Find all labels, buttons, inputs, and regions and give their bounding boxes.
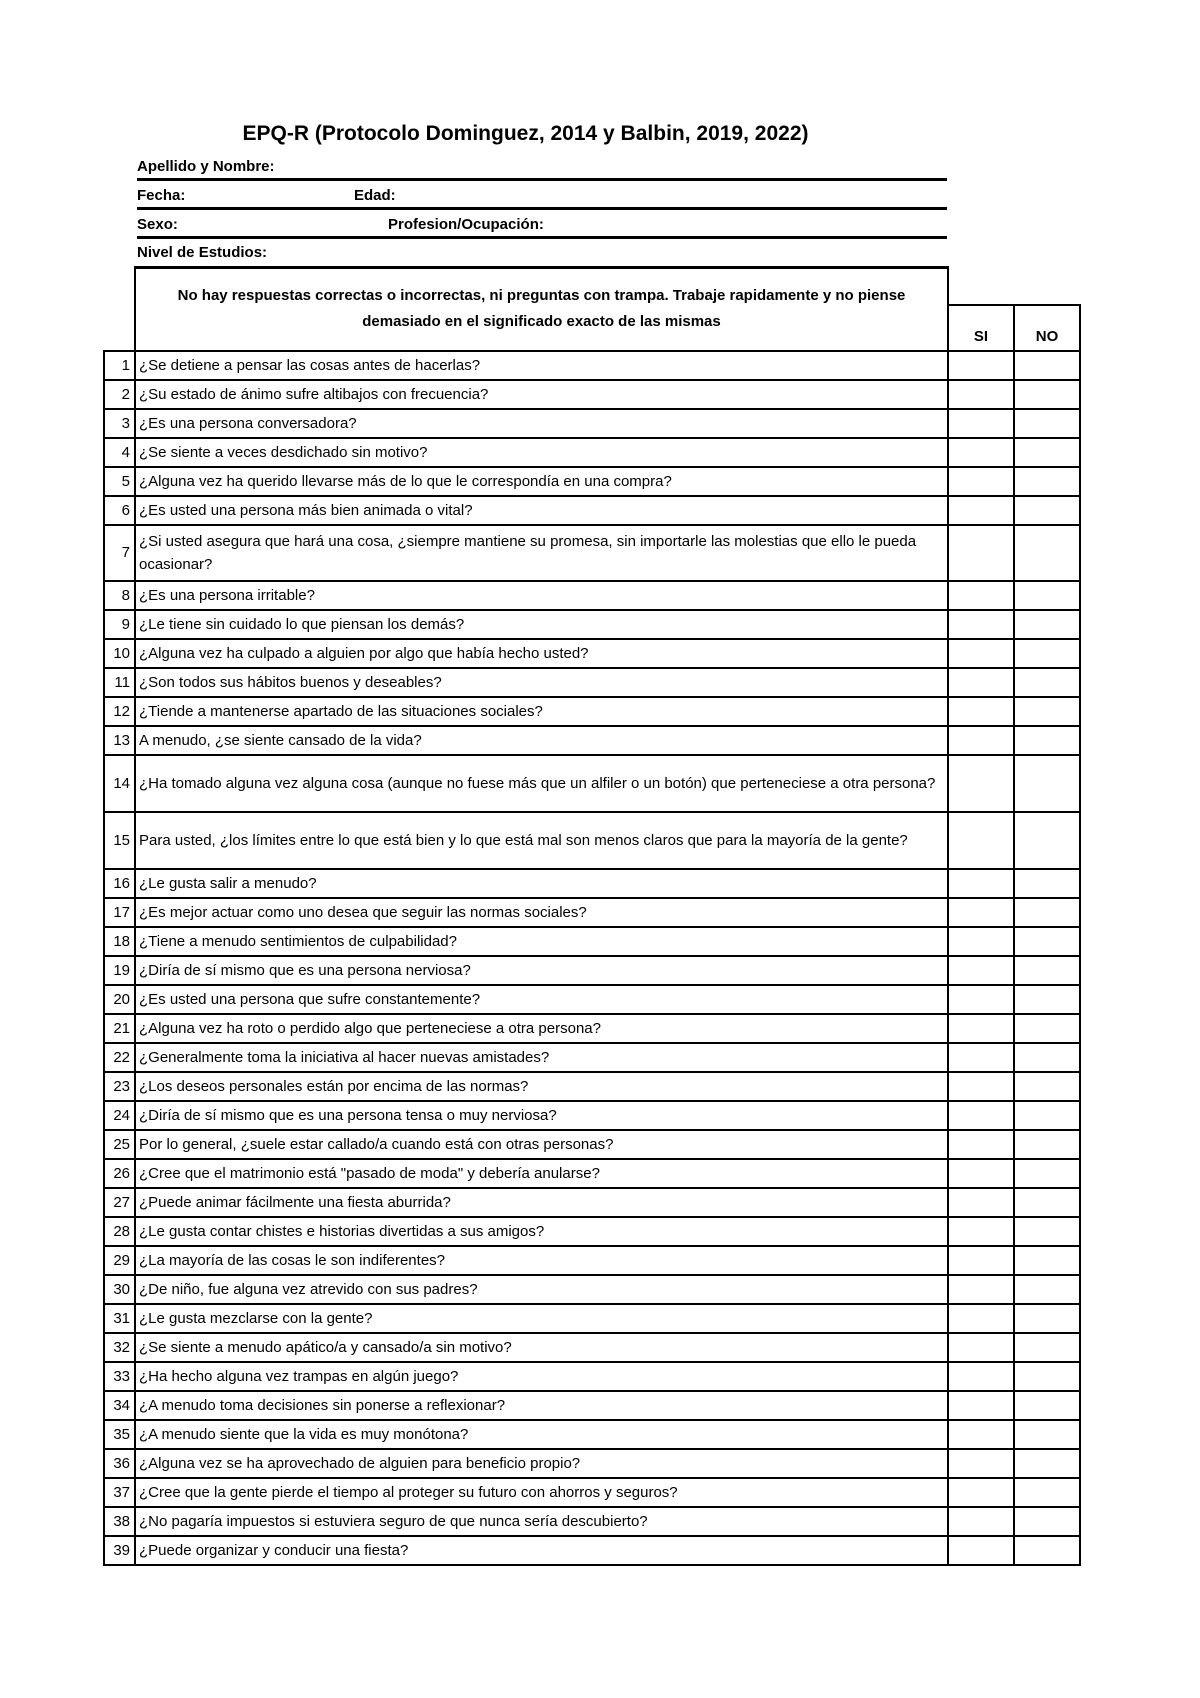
question-row	[104, 1130, 1080, 1159]
answer-si-cell[interactable]	[948, 1159, 1014, 1188]
answer-si-cell[interactable]	[948, 956, 1014, 985]
question-text: ¿Alguna vez ha roto o perdido algo que perteneciese a otra persona?	[135, 1014, 948, 1043]
question-row	[104, 985, 1080, 1014]
question-number: 14	[104, 755, 135, 812]
question-number: 4	[104, 438, 135, 467]
answer-si-cell[interactable]	[948, 1188, 1014, 1217]
question-text: ¿Se detiene a pensar las cosas antes de hacerlas?	[135, 351, 948, 380]
age-label: Edad:	[354, 187, 396, 204]
question-number: 30	[104, 1275, 135, 1304]
question-text: ¿Es una persona conversadora?	[135, 409, 948, 438]
question-number: 35	[104, 1420, 135, 1449]
question-row	[104, 1304, 1080, 1333]
answer-no-cell[interactable]	[1014, 1478, 1080, 1507]
question-row	[104, 467, 1080, 496]
question-number: 16	[104, 869, 135, 898]
question-text: ¿Es mejor actuar como uno desea que seguir las normas sociales?	[135, 898, 948, 927]
answer-si-cell[interactable]	[948, 1536, 1014, 1565]
question-row	[104, 956, 1080, 985]
answer-si-cell[interactable]	[948, 812, 1014, 869]
question-number: 13	[104, 726, 135, 755]
answer-no-cell[interactable]	[1014, 1072, 1080, 1101]
question-number: 5	[104, 467, 135, 496]
date-label: Fecha:	[137, 187, 186, 204]
answer-si-cell[interactable]	[948, 1246, 1014, 1275]
question-text: ¿Le gusta mezclarse con la gente?	[135, 1304, 948, 1333]
question-text: ¿Cree que la gente pierde el tiempo al proteger su futuro con ahorros y seguros?	[135, 1478, 948, 1507]
question-text: ¿Se siente a menudo apático/a y cansado/a sin motivo?	[135, 1333, 948, 1362]
question-text: ¿Generalmente toma la iniciativa al hacer nuevas amistades?	[135, 1043, 948, 1072]
education-field[interactable]	[137, 238, 947, 267]
question-row	[104, 438, 1080, 467]
answer-no-cell[interactable]	[1014, 1507, 1080, 1536]
answer-si-cell[interactable]	[948, 409, 1014, 438]
question-row	[104, 1101, 1080, 1130]
answer-no-cell[interactable]	[1014, 1159, 1080, 1188]
answer-no-cell[interactable]	[1014, 1304, 1080, 1333]
question-number: 36	[104, 1449, 135, 1478]
question-row	[104, 927, 1080, 956]
question-text: ¿No pagaría impuestos si estuviera seguro de que nunca sería descubierto?	[135, 1507, 948, 1536]
answer-no-cell[interactable]	[1014, 1246, 1080, 1275]
answer-no-cell[interactable]	[1014, 496, 1080, 525]
answer-no-cell[interactable]	[1014, 869, 1080, 898]
question-row	[104, 639, 1080, 668]
answer-si-cell[interactable]	[948, 1130, 1014, 1159]
question-text: ¿Ha tomado alguna vez alguna cosa (aunque no fuese más que un alfiler o un botón) que perteneciese a otra persona?	[135, 755, 948, 812]
question-number: 37	[104, 1478, 135, 1507]
answer-no-cell[interactable]	[1014, 697, 1080, 726]
question-text: ¿Es una persona irritable?	[135, 581, 948, 610]
answer-si-cell[interactable]	[948, 985, 1014, 1014]
question-number: 23	[104, 1072, 135, 1101]
answer-si-cell[interactable]	[948, 726, 1014, 755]
answer-no-cell[interactable]	[1014, 1043, 1080, 1072]
question-text: ¿Puede animar fácilmente una fiesta aburrida?	[135, 1188, 948, 1217]
question-number: 1	[104, 351, 135, 380]
question-number: 17	[104, 898, 135, 927]
answer-no-cell[interactable]	[1014, 755, 1080, 812]
question-number: 29	[104, 1246, 135, 1275]
question-number: 10	[104, 639, 135, 668]
answer-no-cell[interactable]	[1014, 581, 1080, 610]
answer-no-cell[interactable]	[1014, 610, 1080, 639]
answer-no-cell[interactable]	[1014, 956, 1080, 985]
question-text: ¿Tiene a menudo sentimientos de culpabilidad?	[135, 927, 948, 956]
question-row	[104, 409, 1080, 438]
question-row	[104, 610, 1080, 639]
question-row	[104, 1275, 1080, 1304]
question-row	[104, 1449, 1080, 1478]
answer-no-cell[interactable]	[1014, 1130, 1080, 1159]
question-row	[104, 1391, 1080, 1420]
question-row	[104, 1362, 1080, 1391]
question-row	[104, 668, 1080, 697]
question-number: 2	[104, 380, 135, 409]
answer-no-cell[interactable]	[1014, 351, 1080, 380]
question-number: 32	[104, 1333, 135, 1362]
question-text: ¿A menudo siente que la vida es muy monótona?	[135, 1420, 948, 1449]
answer-no-cell[interactable]	[1014, 380, 1080, 409]
question-row	[104, 1333, 1080, 1362]
question-row	[104, 351, 1080, 380]
question-number: 3	[104, 409, 135, 438]
answer-si-cell[interactable]	[948, 581, 1014, 610]
answer-no-cell[interactable]	[1014, 1101, 1080, 1130]
sex-occupation-row	[137, 210, 947, 239]
question-text: ¿Es usted una persona que sufre constantemente?	[135, 985, 948, 1014]
answer-si-cell[interactable]	[948, 1101, 1014, 1130]
answer-si-cell[interactable]	[948, 496, 1014, 525]
answer-si-cell[interactable]	[948, 1043, 1014, 1072]
answer-no-cell[interactable]	[1014, 1362, 1080, 1391]
answer-no-cell[interactable]	[1014, 525, 1080, 581]
question-number: 33	[104, 1362, 135, 1391]
question-number: 25	[104, 1130, 135, 1159]
questionnaire-table	[103, 266, 1081, 1566]
question-text: ¿Diría de sí mismo que es una persona nerviosa?	[135, 956, 948, 985]
question-row	[104, 1188, 1080, 1217]
question-text: ¿Es usted una persona más bien animada o vital?	[135, 496, 948, 525]
answer-si-cell[interactable]	[948, 927, 1014, 956]
answer-no-cell[interactable]	[1014, 898, 1080, 927]
question-text: Por lo general, ¿suele estar callado/a cuando está con otras personas?	[135, 1130, 948, 1159]
answer-si-cell[interactable]	[948, 351, 1014, 380]
answer-no-cell[interactable]	[1014, 927, 1080, 956]
answer-si-cell[interactable]	[948, 668, 1014, 697]
column-header-no: NO	[1014, 305, 1080, 351]
question-number: 18	[104, 927, 135, 956]
question-row	[104, 1507, 1080, 1536]
instructions-text: No hay respuestas correctas o incorrectas, ni preguntas con trampa. Trabaje rapidamente y no piense demasiado en el significado exacto de las mismas	[135, 268, 948, 351]
answer-no-cell[interactable]	[1014, 985, 1080, 1014]
answer-si-cell[interactable]	[948, 1333, 1014, 1362]
education-label: Nivel de Estudios:	[137, 244, 268, 261]
question-number: 39	[104, 1536, 135, 1565]
question-row	[104, 697, 1080, 726]
question-number: 27	[104, 1188, 135, 1217]
question-number: 19	[104, 956, 135, 985]
question-text: ¿Ha hecho alguna vez trampas en algún juego?	[135, 1362, 948, 1391]
answer-si-cell[interactable]	[948, 1072, 1014, 1101]
question-row	[104, 1420, 1080, 1449]
answer-si-cell[interactable]	[948, 869, 1014, 898]
question-text: Para usted, ¿los límites entre lo que está bien y lo que está mal son menos claros que para la mayoría de la gente?	[135, 812, 948, 869]
question-text: ¿Tiende a mantenerse apartado de las situaciones sociales?	[135, 697, 948, 726]
answer-no-cell[interactable]	[1014, 726, 1080, 755]
answer-si-cell[interactable]	[948, 1391, 1014, 1420]
answer-no-cell[interactable]	[1014, 1333, 1080, 1362]
answer-si-cell[interactable]	[948, 467, 1014, 496]
question-text: ¿Son todos sus hábitos buenos y deseables?	[135, 668, 948, 697]
answer-no-cell[interactable]	[1014, 1420, 1080, 1449]
question-text: ¿Le gusta contar chistes e historias divertidas a sus amigos?	[135, 1217, 948, 1246]
answer-si-cell[interactable]	[948, 1217, 1014, 1246]
answer-si-cell[interactable]	[948, 697, 1014, 726]
answer-no-cell[interactable]	[1014, 1275, 1080, 1304]
answer-no-cell[interactable]	[1014, 1217, 1080, 1246]
sex-label: Sexo:	[137, 216, 178, 233]
answer-no-cell[interactable]	[1014, 409, 1080, 438]
question-row	[104, 581, 1080, 610]
answer-si-cell[interactable]	[948, 898, 1014, 927]
answer-si-cell[interactable]	[948, 1507, 1014, 1536]
question-row	[104, 1072, 1080, 1101]
question-number: 6	[104, 496, 135, 525]
answer-no-cell[interactable]	[1014, 1449, 1080, 1478]
question-row	[104, 1536, 1080, 1565]
answer-si-cell[interactable]	[948, 1449, 1014, 1478]
question-row	[104, 1014, 1080, 1043]
name-label: Apellido y Nombre:	[137, 158, 275, 175]
question-number: 38	[104, 1507, 135, 1536]
question-number: 11	[104, 668, 135, 697]
answer-si-cell[interactable]	[948, 380, 1014, 409]
question-number: 31	[104, 1304, 135, 1333]
answer-si-cell[interactable]	[948, 1014, 1014, 1043]
question-row	[104, 1217, 1080, 1246]
question-text: ¿Los deseos personales están por encima de las normas?	[135, 1072, 948, 1101]
question-text: A menudo, ¿se siente cansado de la vida?	[135, 726, 948, 755]
question-number: 21	[104, 1014, 135, 1043]
question-number: 12	[104, 697, 135, 726]
answer-no-cell[interactable]	[1014, 1014, 1080, 1043]
question-number: 28	[104, 1217, 135, 1246]
occupation-label: Profesion/Ocupación:	[388, 216, 544, 233]
question-number: 8	[104, 581, 135, 610]
question-text: ¿Puede organizar y conducir una fiesta?	[135, 1536, 948, 1565]
answer-si-cell[interactable]	[948, 755, 1014, 812]
answer-no-cell[interactable]	[1014, 438, 1080, 467]
answer-si-cell[interactable]	[948, 1275, 1014, 1304]
date-age-row	[137, 181, 947, 210]
question-row	[104, 496, 1080, 525]
question-row	[104, 525, 1080, 581]
question-text: ¿Se siente a veces desdichado sin motivo?	[135, 438, 948, 467]
question-text: ¿Le tiene sin cuidado lo que piensan los demás?	[135, 610, 948, 639]
page-title: EPQ-R (Protocolo Dominguez, 2014 y Balbin, 2019, 2022)	[242, 122, 809, 145]
question-number: 24	[104, 1101, 135, 1130]
answer-no-cell[interactable]	[1014, 1536, 1080, 1565]
question-row	[104, 1043, 1080, 1072]
question-row	[104, 726, 1080, 755]
question-text: ¿Diría de sí mismo que es una persona tensa o muy nerviosa?	[135, 1101, 948, 1130]
question-text: ¿A menudo toma decisiones sin ponerse a reflexionar?	[135, 1391, 948, 1420]
answer-no-cell[interactable]	[1014, 639, 1080, 668]
answer-si-cell[interactable]	[948, 1304, 1014, 1333]
question-text: ¿Le gusta salir a menudo?	[135, 869, 948, 898]
answer-si-cell[interactable]	[948, 525, 1014, 581]
answer-no-cell[interactable]	[1014, 812, 1080, 869]
question-number: 9	[104, 610, 135, 639]
answer-no-cell[interactable]	[1014, 1188, 1080, 1217]
question-text: ¿Alguna vez ha querido llevarse más de lo que le correspondía en una compra?	[135, 467, 948, 496]
question-text: ¿Alguna vez ha culpado a alguien por algo que había hecho usted?	[135, 639, 948, 668]
question-row	[104, 380, 1080, 409]
question-row	[104, 1246, 1080, 1275]
question-row	[104, 1159, 1080, 1188]
answer-si-cell[interactable]	[948, 1362, 1014, 1391]
answer-si-cell[interactable]	[948, 438, 1014, 467]
question-row	[104, 1478, 1080, 1507]
answer-si-cell[interactable]	[948, 1478, 1014, 1507]
question-text: ¿Su estado de ánimo sufre altibajos con frecuencia?	[135, 380, 948, 409]
column-header-si: SI	[948, 305, 1014, 351]
answer-si-cell[interactable]	[948, 1420, 1014, 1449]
question-text: ¿Si usted asegura que hará una cosa, ¿siempre mantiene su promesa, sin importarle las molestias que ello le pueda ocasionar?	[135, 525, 948, 581]
answer-no-cell[interactable]	[1014, 1391, 1080, 1420]
question-number: 34	[104, 1391, 135, 1420]
question-text: ¿Alguna vez se ha aprovechado de alguien para beneficio propio?	[135, 1449, 948, 1478]
answer-no-cell[interactable]	[1014, 467, 1080, 496]
question-text: ¿De niño, fue alguna vez atrevido con sus padres?	[135, 1275, 948, 1304]
question-text: ¿La mayoría de las cosas le son indiferentes?	[135, 1246, 948, 1275]
question-row	[104, 755, 1080, 812]
answer-si-cell[interactable]	[948, 610, 1014, 639]
question-row	[104, 869, 1080, 898]
name-field[interactable]	[137, 152, 947, 181]
answer-no-cell[interactable]	[1014, 668, 1080, 697]
question-number: 7	[104, 525, 135, 581]
question-number: 26	[104, 1159, 135, 1188]
question-number: 20	[104, 985, 135, 1014]
answer-si-cell[interactable]	[948, 639, 1014, 668]
question-number: 15	[104, 812, 135, 869]
question-row	[104, 812, 1080, 869]
question-number: 22	[104, 1043, 135, 1072]
question-row	[104, 898, 1080, 927]
question-text: ¿Cree que el matrimonio está "pasado de moda" y debería anularse?	[135, 1159, 948, 1188]
